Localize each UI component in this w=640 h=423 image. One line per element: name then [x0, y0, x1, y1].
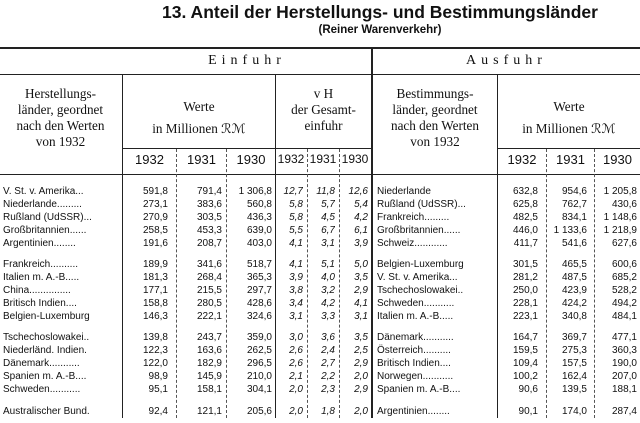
- table-row: [0, 331, 640, 344]
- header-line: nach den Werten: [390, 118, 480, 133]
- cell-vh-1931: 5,1: [321, 259, 335, 270]
- cell-out-1930: 207,0: [611, 371, 637, 382]
- cell-in-name: Rußland (UdSSR)...: [3, 212, 92, 223]
- table-row: [0, 405, 640, 418]
- cell-vh-1932: 3,9: [289, 272, 303, 283]
- cell-vh-1931: 3,2: [321, 285, 335, 296]
- cell-out-name: Dänemark...........: [377, 332, 454, 343]
- cell-in-name: Schweden...........: [3, 384, 81, 395]
- cell-out-name: Österreich..........: [377, 345, 451, 356]
- cell-out-name: Niederlande: [377, 186, 431, 197]
- cell-in-1930: 205,6: [246, 406, 272, 417]
- cell-out-1930: 287,4: [611, 406, 637, 417]
- table-row: [0, 284, 640, 297]
- cell-out-name: Tschechoslowakei..: [377, 285, 464, 296]
- year-werte-out-1932: 1932: [507, 152, 537, 167]
- cell-out-name: Argentinien........: [377, 406, 450, 417]
- cell-out-1930: 430,6: [611, 199, 637, 210]
- cell-out-name: Norwegen...........: [377, 371, 454, 382]
- cell-in-name: Tschechoslowakei..: [3, 332, 90, 343]
- cell-vh-1931: 4,2: [321, 298, 335, 309]
- cell-out-1932: 411,7: [513, 238, 538, 249]
- cell-in-1931: 222,1: [196, 311, 222, 322]
- cell-out-1932: 632,8: [512, 186, 538, 197]
- page-cut-edge: [0, 418, 640, 423]
- table-title: 13. Anteil der Herstellungs- und Bestimmungsländer: [162, 2, 598, 22]
- cell-vh-1930: 2,0: [354, 406, 368, 417]
- cell-vh-1932: 3,4: [289, 298, 303, 309]
- header-line: nach den Werten: [16, 118, 105, 133]
- header-line: einfuhr: [304, 118, 343, 133]
- table-row: [0, 344, 640, 357]
- cell-vh-1932: 2,0: [289, 406, 303, 417]
- cell-vh-1932: 4,1: [289, 259, 303, 270]
- cell-vh-1932: 2,0: [289, 384, 303, 395]
- cell-in-1930: 297,7: [246, 285, 272, 296]
- cell-vh-1931: 3,3: [321, 311, 335, 322]
- cell-vh-1931: 6,7: [321, 225, 335, 236]
- cell-in-1932: 122,0: [142, 358, 168, 369]
- header-werte-ausfuhr: [498, 96, 640, 140]
- cell-in-name: Belgien-Luxemburg: [3, 311, 90, 322]
- cell-out-name: Großbritannien......: [377, 225, 461, 236]
- header-line: länder, geordnet: [392, 102, 478, 117]
- year-share-1931: 1931: [309, 152, 337, 166]
- cell-out-1930: 1 205,8: [603, 186, 637, 197]
- cell-out-1932: 281,2: [512, 272, 538, 283]
- cell-in-name: Niederlande.........: [3, 199, 82, 210]
- cell-in-1930: 262,5: [246, 345, 272, 356]
- header-line: in Millionen ℛℳ: [152, 121, 246, 136]
- cell-out-1930: 600,6: [611, 259, 637, 270]
- cell-in-1931: 145,9: [196, 371, 222, 382]
- cell-vh-1930: 2,0: [354, 371, 368, 382]
- year-rule-werte-in: [123, 148, 275, 149]
- cell-in-1932: 98,9: [148, 371, 168, 382]
- table-row: [0, 237, 640, 250]
- cell-vh-1931: 4,0: [321, 272, 335, 283]
- cell-in-1932: 591,8: [142, 186, 168, 197]
- cell-vh-1930: 3,5: [354, 332, 368, 343]
- year-werte-in-1930: 1930: [236, 152, 266, 167]
- cell-vh-1932: 3,8: [289, 285, 303, 296]
- cell-in-name: Australischer Bund.: [3, 406, 90, 417]
- cell-vh-1930: 6,1: [354, 225, 368, 236]
- table-row: [0, 310, 640, 323]
- table-row: [0, 271, 640, 284]
- section-einfuhr: Einfuhr: [208, 53, 286, 68]
- cell-in-name: Argentinien........: [3, 238, 76, 249]
- cell-vh-1931: 3,6: [321, 332, 335, 343]
- cell-in-1932: 189,9: [142, 259, 168, 270]
- cell-in-1932: 122,3: [142, 345, 168, 356]
- section-ausfuhr: Ausfuhr: [466, 53, 547, 68]
- cell-vh-1930: 3,1: [354, 311, 368, 322]
- cell-in-1932: 191,6: [142, 238, 168, 249]
- cell-vh-1930: 3,5: [354, 272, 368, 283]
- year-werte-in-1932: 1932: [135, 152, 164, 167]
- table-row: [0, 370, 640, 383]
- cell-out-name: Frankreich.........: [377, 212, 450, 223]
- cell-in-1931: 243,7: [196, 332, 222, 343]
- cell-out-name: Britisch Indien....: [377, 358, 451, 369]
- cell-vh-1930: 2,5: [354, 345, 368, 356]
- cell-vh-1932: 3,1: [289, 311, 303, 322]
- cell-in-1931: 158,1: [196, 384, 222, 395]
- cell-in-1930: 639,0: [246, 225, 272, 236]
- table-row: [0, 357, 640, 370]
- cell-out-name: Italien m. A.-B.....: [377, 311, 454, 322]
- cell-out-1932: 446,0: [512, 225, 538, 236]
- year-werte-out-1930: 1930: [603, 152, 632, 167]
- cell-in-1930: 304,1: [246, 384, 272, 395]
- cell-vh-1931: 5,7: [321, 199, 335, 210]
- cell-in-name: Britisch Indien....: [3, 298, 77, 309]
- cell-in-1931: 182,9: [196, 358, 222, 369]
- cell-out-1930: 190,0: [611, 358, 637, 369]
- cell-out-1930: 188,1: [611, 384, 637, 395]
- cell-in-1930: 560,8: [246, 199, 272, 210]
- cell-out-1932: 250,0: [512, 285, 538, 296]
- cell-in-1932: 146,3: [142, 311, 168, 322]
- cell-in-1930: 428,6: [246, 298, 272, 309]
- table-row: [0, 297, 640, 310]
- cell-in-1930: 518,7: [246, 259, 272, 270]
- cell-out-1930: 627,6: [611, 238, 637, 249]
- cell-out-1931: 174,0: [561, 406, 587, 417]
- cell-vh-1931: 1,8: [321, 406, 335, 417]
- cell-out-name: Belgien-Luxemburg: [377, 259, 464, 270]
- year-werte-out-1931: 1931: [556, 152, 585, 167]
- cell-vh-1930: 2,9: [354, 358, 368, 369]
- cell-vh-1930: 5,0: [354, 259, 368, 270]
- cell-in-1930: 324,6: [246, 311, 272, 322]
- header-herstellungslaender: [0, 86, 121, 150]
- cell-in-1932: 139,8: [142, 332, 168, 343]
- cell-in-1932: 158,8: [142, 298, 168, 309]
- cell-vh-1932: 2,6: [289, 358, 303, 369]
- cell-in-1931: 163,6: [196, 345, 222, 356]
- cell-out-1931: 424,2: [561, 298, 587, 309]
- header-bottom-rule: [0, 174, 640, 175]
- cell-out-name: V. St. v. Amerika...: [377, 272, 458, 283]
- cell-in-1931: 215,5: [196, 285, 222, 296]
- cell-vh-1932: 4,1: [289, 238, 303, 249]
- header-line: von 1932: [410, 134, 460, 149]
- cell-in-name: V. St. v. Amerika...: [3, 186, 84, 197]
- cell-vh-1930: 4,2: [354, 212, 368, 223]
- cell-in-1932: 273,1: [142, 199, 168, 210]
- cell-out-1931: 762,7: [561, 199, 587, 210]
- header-line: Bestimmungs-: [396, 86, 474, 101]
- cell-in-1931: 383,6: [196, 199, 222, 210]
- cell-vh-1930: 5,4: [354, 199, 368, 210]
- cell-in-1930: 403,0: [246, 238, 272, 249]
- cell-out-1932: 301,5: [512, 259, 538, 270]
- header-line: Werte: [553, 99, 585, 114]
- cell-in-name: Großbritannien......: [3, 225, 87, 236]
- cell-in-name: Spanien m. A.-B....: [3, 371, 87, 382]
- cell-vh-1932: 3,0: [289, 332, 303, 343]
- cell-in-1930: 1 306,8: [238, 186, 272, 197]
- table-row: [0, 258, 640, 271]
- cell-vh-1932: 5,8: [289, 199, 303, 210]
- cell-out-1931: 423,9: [561, 285, 587, 296]
- cell-out-1931: 369,7: [561, 332, 587, 343]
- cell-vh-1931: 2,3: [321, 384, 335, 395]
- header-vh-einfuhr: [276, 86, 371, 134]
- cell-vh-1931: 2,4: [321, 345, 335, 356]
- year-share-1930: 1930: [341, 152, 369, 166]
- cell-vh-1932: 5,8: [289, 212, 303, 223]
- cell-vh-1930: 4,1: [354, 298, 368, 309]
- cell-out-1932: 164,7: [512, 332, 538, 343]
- section-rule: [0, 74, 640, 75]
- cell-vh-1932: 2,6: [289, 345, 303, 356]
- cell-in-1932: 177,1: [142, 285, 168, 296]
- cell-vh-1931: 4,5: [321, 212, 335, 223]
- cell-in-1931: 453,3: [196, 225, 222, 236]
- cell-out-1931: 487,5: [561, 272, 587, 283]
- cell-vh-1932: 2,1: [289, 371, 303, 382]
- table-row: [0, 224, 640, 237]
- header-werte-einfuhr: [123, 96, 275, 140]
- cell-out-1930: 360,3: [611, 345, 637, 356]
- cell-in-1932: 92,4: [148, 406, 168, 417]
- cell-vh-1930: 12,6: [348, 186, 368, 197]
- cell-out-1932: 100,2: [512, 371, 538, 382]
- cell-in-1930: 296,5: [246, 358, 272, 369]
- header-line: der Gesamt-: [291, 102, 356, 117]
- cell-in-1930: 436,3: [246, 212, 272, 223]
- header-line: länder, geordnet: [17, 102, 104, 117]
- cell-vh-1930: 2,9: [354, 384, 368, 395]
- cell-out-name: Schweden...........: [377, 298, 455, 309]
- cell-out-1930: 477,1: [611, 332, 637, 343]
- cell-out-1932: 228,1: [512, 298, 538, 309]
- table-subtitle: (Reiner Warenverkehr): [318, 24, 442, 36]
- cell-out-1931: 340,8: [561, 311, 587, 322]
- year-werte-in-1931: 1931: [187, 152, 216, 167]
- cell-in-1932: 270,9: [142, 212, 168, 223]
- cell-in-1931: 208,7: [196, 238, 222, 249]
- cell-out-1930: 494,2: [611, 298, 637, 309]
- cell-in-1931: 341,6: [196, 259, 222, 270]
- cell-out-name: Rußland (UdSSR)...: [377, 199, 466, 210]
- cell-out-1932: 159,5: [512, 345, 538, 356]
- year-rule-share: [276, 148, 371, 149]
- cell-out-1931: 954,6: [561, 186, 587, 197]
- cell-out-1932: 109,4: [512, 358, 538, 369]
- cell-out-name: Schweiz............: [377, 238, 448, 249]
- table-row: [0, 185, 640, 198]
- cell-vh-1932: 5,5: [289, 225, 303, 236]
- cell-out-name: Spanien m. A.-B....: [377, 384, 461, 395]
- cell-vh-1931: 2,7: [321, 358, 335, 369]
- cell-out-1932: 482,5: [512, 212, 538, 223]
- header-line: v H: [313, 86, 334, 101]
- cell-in-name: Dänemark...........: [3, 358, 80, 369]
- cell-out-1931: 465,5: [561, 259, 587, 270]
- cell-out-1930: 484,1: [611, 311, 637, 322]
- table-row: [0, 198, 640, 211]
- cell-in-1930: 365,3: [246, 272, 272, 283]
- cell-vh-1930: 3,9: [354, 238, 368, 249]
- table-row: [0, 211, 640, 224]
- cell-in-1931: 280,5: [196, 298, 222, 309]
- cell-vh-1931: 2,2: [321, 371, 335, 382]
- cell-in-name: Italien m. A.-B.....: [3, 272, 80, 283]
- cell-out-1932: 223,1: [512, 311, 538, 322]
- cell-out-1932: 90,1: [518, 406, 538, 417]
- top-rule: [0, 47, 640, 49]
- cell-vh-1931: 3,1: [321, 238, 335, 249]
- cell-out-1930: 528,2: [611, 285, 637, 296]
- cell-out-1931: 157,5: [561, 358, 587, 369]
- cell-in-name: Frankreich..........: [3, 259, 79, 270]
- cell-out-1931: 834,1: [561, 212, 587, 223]
- cell-in-1931: 791,4: [196, 186, 222, 197]
- cell-out-1930: 1 148,6: [603, 212, 637, 223]
- cell-in-name: China...............: [3, 285, 71, 296]
- year-rule-werte-out: [498, 148, 640, 149]
- cell-out-1931: 541,6: [561, 238, 587, 249]
- cell-out-1931: 139,5: [561, 384, 587, 395]
- header-bestimmungslaender: [373, 86, 497, 150]
- table-row: [0, 383, 640, 396]
- cell-in-1931: 303,5: [196, 212, 222, 223]
- cell-vh-1931: 11,8: [316, 186, 335, 197]
- cell-out-1931: 1 133,6: [553, 225, 587, 236]
- year-share-1932: 1932: [277, 152, 305, 166]
- cell-in-1931: 268,4: [196, 272, 222, 283]
- cell-vh-1930: 2,9: [354, 285, 368, 296]
- cell-out-1932: 90,6: [518, 384, 538, 395]
- cell-out-1930: 1 218,9: [603, 225, 637, 236]
- cell-in-1931: 121,1: [196, 406, 222, 417]
- cell-in-1932: 258,5: [142, 225, 168, 236]
- header-line: Herstellungs-: [24, 86, 97, 101]
- cell-out-1930: 685,2: [611, 272, 637, 283]
- header-line: Werte: [183, 99, 215, 114]
- cell-in-1930: 359,0: [246, 332, 272, 343]
- header-line: von 1932: [35, 134, 86, 149]
- cell-vh-1932: 12,7: [283, 186, 303, 197]
- cell-out-1931: 162,4: [561, 371, 587, 382]
- cell-out-1932: 625,8: [512, 199, 538, 210]
- cell-out-1931: 275,3: [561, 345, 587, 356]
- cell-in-name: Niederländ. Indien.: [3, 345, 87, 356]
- header-line: in Millionen ℛℳ: [522, 121, 616, 136]
- cell-in-1930: 210,0: [246, 371, 272, 382]
- cell-in-1932: 181,3: [142, 272, 168, 283]
- cell-in-1932: 95,1: [148, 384, 168, 395]
